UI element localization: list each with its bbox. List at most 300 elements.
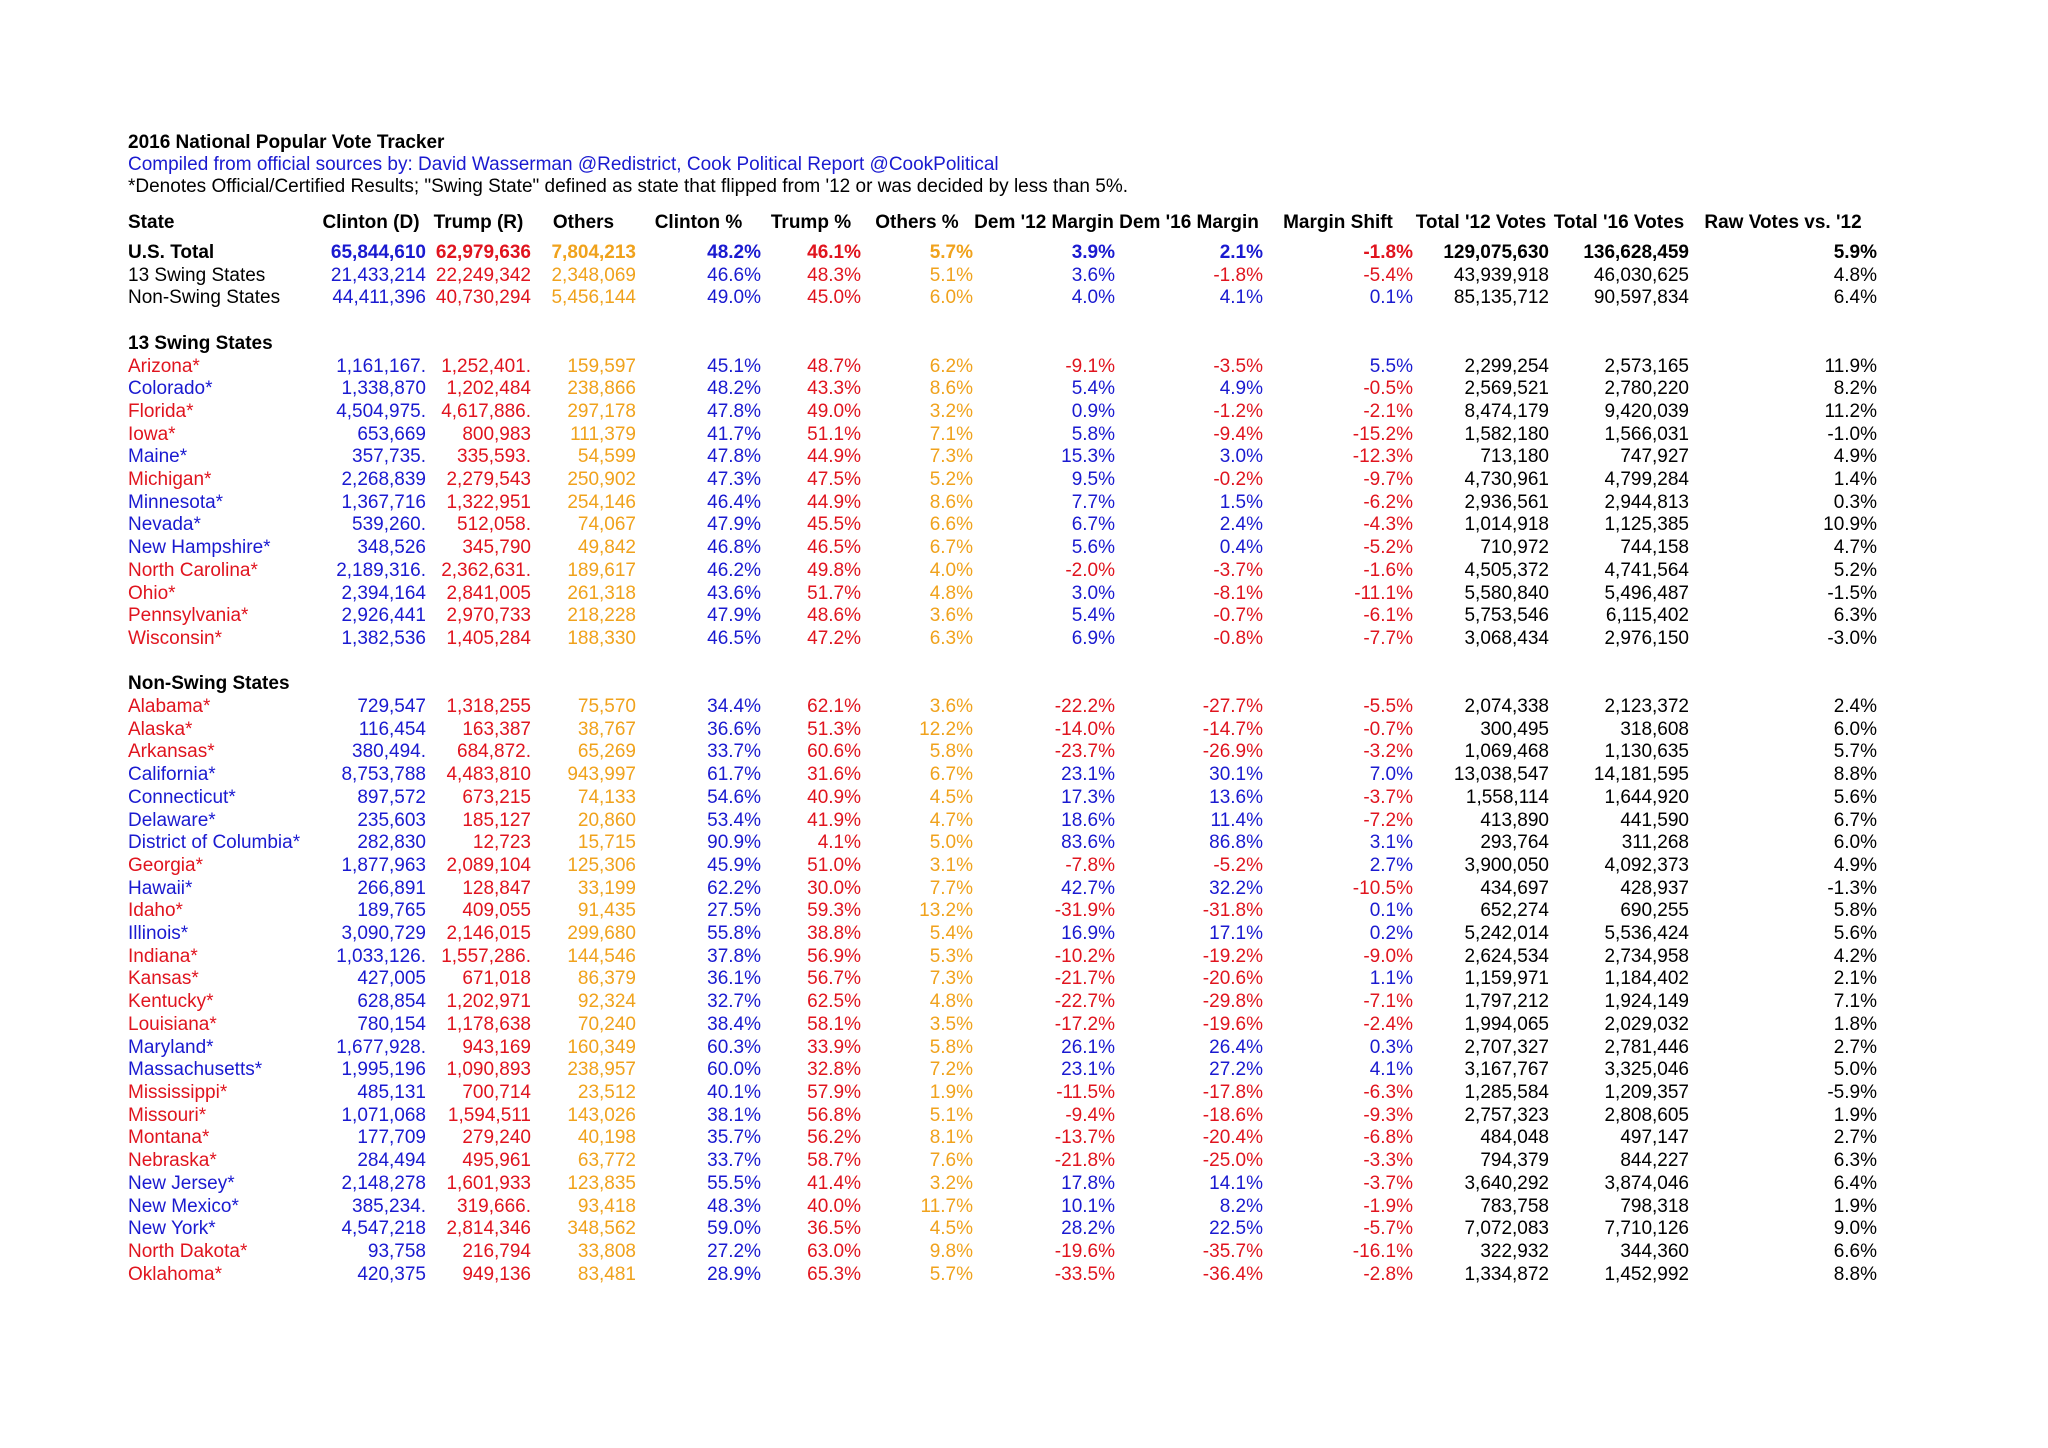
section-heading: 13 Swing States [128, 332, 273, 354]
margin-shift-cell: 5.5% [1369, 355, 1413, 377]
trump-pct-cell: 49.8% [807, 559, 861, 581]
col-header: Trump (R) [433, 212, 524, 233]
state-cell: New York* [128, 1218, 216, 1240]
dem12-margin-cell: -17.2% [1054, 1013, 1115, 1035]
raw-votes-cell: 2.7% [1833, 1127, 1877, 1149]
spacer-cell [128, 310, 1877, 333]
clinton-votes-cell: 420,375 [357, 1263, 426, 1285]
total16-cell: 136,628,459 [1583, 242, 1689, 263]
clinton-pct-cell: 33.7% [707, 741, 761, 763]
others-pct-cell: 7.2% [929, 1059, 973, 1081]
raw-votes-cell: 1.8% [1833, 1013, 1877, 1035]
raw-votes-cell: 10.9% [1823, 514, 1877, 536]
state-cell: U.S. Total [128, 242, 215, 263]
raw-votes-cell: 6.3% [1833, 1150, 1877, 1172]
trump-votes-cell: 12,723 [472, 832, 531, 854]
trump-pct-cell: 56.7% [807, 968, 861, 990]
margin-shift-cell: -9.3% [1363, 1104, 1413, 1126]
raw-votes-cell: -1.5% [1827, 582, 1877, 604]
others-votes-cell: 5,456,144 [551, 287, 636, 309]
trump-pct-cell: 32.8% [807, 1059, 861, 1081]
trump-votes-cell: 279,240 [462, 1127, 531, 1149]
total16-cell: 744,158 [1620, 537, 1689, 559]
clinton-votes-cell: 897,572 [357, 786, 426, 808]
raw-votes-cell: -1.3% [1827, 877, 1877, 899]
others-pct-cell: 6.7% [929, 764, 973, 786]
section-heading-row [128, 673, 1877, 696]
margin-shift-cell: -9.0% [1363, 945, 1413, 967]
raw-votes-cell: 6.4% [1833, 287, 1877, 309]
total16-cell: 6,115,402 [1605, 605, 1689, 627]
dem16-margin-cell: 3.0% [1219, 446, 1263, 468]
raw-votes-cell: 11.2% [1824, 400, 1877, 422]
others-votes-cell: 261,318 [567, 582, 636, 604]
dem16-margin-cell: -0.2% [1213, 469, 1263, 491]
clinton-pct-cell: 48.3% [707, 1195, 761, 1217]
others-pct-cell: 5.8% [929, 1036, 973, 1058]
trump-pct-cell: 51.1% [807, 423, 861, 445]
clinton-votes-cell: 44,411,396 [332, 287, 426, 309]
state-cell: Delaware* [128, 809, 216, 831]
others-pct-cell: 1.9% [929, 1081, 973, 1103]
trump-pct-cell: 45.0% [807, 287, 861, 309]
others-pct-cell: 3.1% [929, 854, 973, 876]
total12-cell: 4,730,961 [1464, 469, 1549, 491]
margin-shift-cell: -0.5% [1363, 378, 1413, 400]
dem16-margin-cell: -36.4% [1202, 1263, 1263, 1285]
others-pct-cell: 7.6% [929, 1150, 973, 1172]
trump-votes-cell: 345,790 [462, 537, 531, 559]
others-votes-cell: 348,562 [567, 1218, 636, 1240]
table-row [128, 492, 1877, 515]
margin-shift-cell: -4.3% [1363, 514, 1413, 536]
table-row [128, 991, 1877, 1014]
others-votes-cell: 2,348,069 [551, 264, 636, 286]
clinton-pct-cell: 47.9% [707, 514, 761, 536]
table-row [128, 1218, 1877, 1241]
others-pct-cell: 6.3% [929, 627, 973, 649]
dem16-margin-cell: -5.2% [1213, 854, 1263, 876]
table-row [128, 1196, 1877, 1219]
clinton-pct-cell: 28.9% [707, 1263, 761, 1285]
others-votes-cell: 83,481 [577, 1263, 636, 1285]
dem12-margin-cell: 15.3% [1061, 446, 1115, 468]
raw-votes-cell: 11.9% [1824, 355, 1877, 377]
total12-cell: 1,159,971 [1464, 968, 1549, 990]
total12-cell: 8,474,179 [1464, 400, 1549, 422]
dem16-margin-cell: -8.1% [1213, 582, 1263, 604]
trump-votes-cell: 2,814,346 [446, 1218, 531, 1240]
trump-votes-cell: 684,872. [457, 741, 531, 763]
footnote: *Denotes Official/Certified Results; "Swing State" defined as state that flipped from '12 or was decided by less than 5%. [128, 176, 1129, 197]
clinton-pct-cell: 48.2% [707, 242, 761, 263]
raw-votes-cell: 2.4% [1833, 696, 1877, 718]
dem16-margin-cell: -26.9% [1202, 741, 1263, 763]
state-cell: Arizona* [128, 355, 200, 377]
col-header: Clinton % [654, 212, 743, 233]
clinton-votes-cell: 2,394,164 [341, 582, 426, 604]
state-cell: California* [128, 764, 216, 786]
clinton-pct-cell: 46.4% [707, 491, 761, 513]
clinton-pct-cell: 47.9% [707, 605, 761, 627]
raw-votes-cell: 4.9% [1833, 446, 1877, 468]
dem12-margin-cell: 3.0% [1071, 582, 1115, 604]
others-votes-cell: 65,269 [577, 741, 636, 763]
dem12-margin-cell: 3.6% [1071, 264, 1115, 286]
trump-votes-cell: 335,593. [457, 446, 531, 468]
dem12-margin-cell: 18.6% [1061, 809, 1115, 831]
clinton-pct-cell: 46.2% [707, 559, 761, 581]
others-votes-cell: 86,379 [577, 968, 636, 990]
others-pct-cell: 13.2% [919, 900, 973, 922]
trump-pct-cell: 36.5% [807, 1218, 861, 1240]
state-cell: Idaho* [128, 900, 183, 922]
trump-votes-cell: 1,178,638 [446, 1013, 531, 1035]
others-votes-cell: 93,418 [577, 1195, 636, 1217]
dem12-margin-cell: 5.6% [1071, 537, 1115, 559]
raw-votes-cell: 7.1% [1833, 991, 1877, 1013]
others-pct-cell: 4.8% [929, 991, 973, 1013]
total16-cell: 798,318 [1620, 1195, 1689, 1217]
trump-votes-cell: 949,136 [462, 1263, 531, 1285]
total16-cell: 2,808,605 [1604, 1104, 1689, 1126]
dem16-margin-cell: 30.1% [1209, 764, 1263, 786]
others-votes-cell: 189,617 [567, 559, 636, 581]
total16-cell: 1,209,357 [1604, 1081, 1689, 1103]
total16-cell: 7,710,126 [1604, 1218, 1689, 1240]
col-header: State [128, 212, 175, 233]
others-votes-cell: 33,199 [577, 877, 636, 899]
total12-cell: 1,334,872 [1464, 1263, 1549, 1285]
dem12-margin-cell: -31.9% [1054, 900, 1115, 922]
raw-votes-cell: 2.1% [1833, 968, 1877, 990]
dem16-margin-cell: -19.2% [1202, 945, 1263, 967]
others-votes-cell: 111,379 [570, 423, 636, 445]
raw-votes-cell: 5.2% [1833, 559, 1877, 581]
clinton-pct-cell: 60.0% [707, 1059, 761, 1081]
margin-shift-cell: -3.7% [1363, 786, 1413, 808]
clinton-votes-cell: 653,669 [357, 423, 426, 445]
dem16-margin-cell: 11.4% [1210, 809, 1263, 831]
header-row [128, 212, 1877, 242]
trump-pct-cell: 62.1% [807, 696, 861, 718]
raw-votes-cell: 1.4% [1833, 469, 1877, 491]
table-row [128, 946, 1877, 969]
total12-cell: 5,242,014 [1464, 923, 1549, 945]
trump-votes-cell: 1,594,511 [447, 1104, 531, 1126]
margin-shift-cell: -6.1% [1363, 605, 1413, 627]
trump-pct-cell: 47.2% [807, 627, 861, 649]
clinton-pct-cell: 36.1% [707, 968, 761, 990]
clinton-votes-cell: 1,877,963 [341, 854, 426, 876]
others-pct-cell: 4.0% [929, 559, 973, 581]
dem16-margin-cell: 86.8% [1209, 832, 1263, 854]
total16-cell: 5,496,487 [1604, 582, 1689, 604]
others-pct-cell: 5.2% [929, 469, 973, 491]
table-row [128, 719, 1877, 742]
dem12-margin-cell: -22.2% [1054, 696, 1115, 718]
total12-cell: 434,697 [1480, 877, 1549, 899]
others-pct-cell: 7.7% [929, 877, 973, 899]
total12-cell: 1,558,114 [1465, 786, 1549, 808]
trump-pct-cell: 4.1% [817, 832, 861, 854]
others-pct-cell: 9.8% [929, 1240, 973, 1262]
state-cell: New Mexico* [128, 1195, 239, 1217]
margin-shift-cell: -9.7% [1363, 469, 1413, 491]
trump-votes-cell: 1,405,284 [446, 627, 531, 649]
raw-votes-cell: 8.2% [1833, 378, 1877, 400]
total16-cell: 90,597,834 [1593, 287, 1689, 309]
raw-votes-cell: 5.0% [1833, 1059, 1877, 1081]
others-pct-cell: 7.3% [929, 968, 973, 990]
dem12-margin-cell: 3.9% [1071, 242, 1115, 263]
table-row [128, 1059, 1877, 1082]
margin-shift-cell: -2.8% [1363, 1263, 1413, 1285]
clinton-votes-cell: 1,995,196 [341, 1059, 426, 1081]
total16-cell: 344,360 [1620, 1240, 1689, 1262]
trump-pct-cell: 59.3% [807, 900, 861, 922]
others-votes-cell: 238,866 [567, 378, 636, 400]
table-row [128, 855, 1877, 878]
others-votes-cell: 159,597 [567, 355, 636, 377]
margin-shift-cell: 0.1% [1369, 287, 1413, 309]
margin-shift-cell: -5.4% [1363, 264, 1413, 286]
total16-cell: 46,030,625 [1593, 264, 1689, 286]
total12-cell: 1,014,918 [1464, 514, 1549, 536]
others-pct-cell: 5.3% [929, 945, 973, 967]
dem16-margin-cell: 17.1% [1209, 923, 1263, 945]
clinton-votes-cell: 539,260. [352, 514, 426, 536]
margin-shift-cell: -3.2% [1363, 741, 1413, 763]
margin-shift-cell: -5.2% [1363, 537, 1413, 559]
margin-shift-cell: -7.2% [1363, 809, 1413, 831]
dem16-margin-cell: 22.5% [1209, 1218, 1263, 1240]
state-cell: 13 Swing States [128, 264, 266, 286]
col-header: Total '12 Votes [1415, 212, 1547, 233]
dem16-margin-cell: 13.6% [1209, 786, 1263, 808]
total12-cell: 2,074,338 [1464, 696, 1549, 718]
table-row [128, 242, 1877, 265]
total12-cell: 322,932 [1480, 1240, 1549, 1262]
trump-pct-cell: 57.9% [807, 1081, 861, 1103]
others-votes-cell: 74,067 [577, 514, 636, 536]
trump-pct-cell: 33.9% [807, 1036, 861, 1058]
raw-votes-cell: 5.8% [1833, 900, 1877, 922]
dem12-margin-cell: -2.0% [1065, 559, 1115, 581]
state-cell: Alabama* [128, 696, 211, 718]
clinton-votes-cell: 1,338,870 [341, 378, 426, 400]
clinton-votes-cell: 177,709 [357, 1127, 426, 1149]
trump-votes-cell: 1,601,933 [446, 1172, 531, 1194]
dem16-margin-cell: 4.9% [1219, 378, 1263, 400]
dem16-margin-cell: -14.7% [1202, 718, 1263, 740]
total16-cell: 4,799,284 [1604, 469, 1689, 491]
trump-pct-cell: 56.2% [807, 1127, 861, 1149]
state-cell: Maine* [128, 446, 188, 468]
clinton-votes-cell: 628,854 [357, 991, 426, 1013]
total16-cell: 3,325,046 [1604, 1059, 1689, 1081]
state-cell: Connecticut* [128, 786, 236, 808]
margin-shift-cell: 2.7% [1369, 854, 1413, 876]
state-cell: Maryland* [128, 1036, 214, 1058]
margin-shift-cell: -15.2% [1352, 423, 1413, 445]
total12-cell: 2,299,254 [1464, 355, 1549, 377]
others-votes-cell: 23,512 [577, 1081, 636, 1103]
clinton-pct-cell: 38.4% [707, 1013, 761, 1035]
total12-cell: 7,072,083 [1464, 1218, 1549, 1240]
trump-pct-cell: 48.6% [807, 605, 861, 627]
total16-cell: 690,255 [1620, 900, 1689, 922]
trump-pct-cell: 65.3% [807, 1263, 861, 1285]
clinton-pct-cell: 47.3% [707, 469, 761, 491]
others-pct-cell: 8.6% [929, 491, 973, 513]
margin-shift-cell: -7.1% [1363, 991, 1413, 1013]
clinton-pct-cell: 46.5% [707, 627, 761, 649]
state-cell: Georgia* [128, 854, 203, 876]
total12-cell: 1,582,180 [1464, 423, 1549, 445]
trump-votes-cell: 319,666. [457, 1195, 531, 1217]
total12-cell: 2,757,323 [1464, 1104, 1549, 1126]
margin-shift-cell: -1.8% [1363, 242, 1413, 263]
total12-cell: 300,495 [1480, 718, 1549, 740]
raw-votes-cell: 6.6% [1833, 1240, 1877, 1262]
total16-cell: 441,590 [1620, 809, 1689, 831]
dem12-margin-cell: 5.8% [1071, 423, 1115, 445]
dem16-margin-cell: -19.6% [1202, 1013, 1263, 1035]
col-header: Dem '12 Margin [974, 212, 1114, 233]
clinton-votes-cell: 1,367,716 [341, 491, 426, 513]
trump-votes-cell: 2,970,733 [446, 605, 531, 627]
trump-pct-cell: 44.9% [807, 491, 861, 513]
trump-votes-cell: 4,617,886. [441, 400, 531, 422]
clinton-votes-cell: 4,547,218 [341, 1218, 426, 1240]
trump-pct-cell: 60.6% [807, 741, 861, 763]
margin-shift-cell: 0.1% [1369, 900, 1413, 922]
total16-cell: 2,734,958 [1604, 945, 1689, 967]
total12-cell: 5,753,546 [1464, 605, 1549, 627]
others-votes-cell: 54,599 [577, 446, 636, 468]
others-votes-cell: 143,026 [567, 1104, 636, 1126]
total12-cell: 652,274 [1480, 900, 1549, 922]
others-pct-cell: 6.2% [929, 355, 973, 377]
total12-cell: 713,180 [1480, 446, 1549, 468]
clinton-pct-cell: 60.3% [707, 1036, 761, 1058]
dem12-margin-cell: -9.1% [1065, 355, 1115, 377]
others-votes-cell: 160,349 [567, 1036, 636, 1058]
clinton-votes-cell: 93,758 [367, 1240, 426, 1262]
clinton-pct-cell: 61.7% [707, 764, 761, 786]
dem16-margin-cell: -0.7% [1213, 605, 1263, 627]
dem16-margin-cell: -17.8% [1202, 1081, 1263, 1103]
clinton-pct-cell: 62.2% [707, 877, 761, 899]
trump-votes-cell: 409,055 [462, 900, 531, 922]
state-cell: Iowa* [128, 423, 176, 445]
trump-pct-cell: 40.0% [807, 1195, 861, 1217]
others-votes-cell: 254,146 [567, 491, 636, 513]
trump-pct-cell: 56.8% [807, 1104, 861, 1126]
others-pct-cell: 4.5% [929, 1218, 973, 1240]
margin-shift-cell: -7.7% [1363, 627, 1413, 649]
clinton-pct-cell: 45.9% [707, 854, 761, 876]
clinton-votes-cell: 2,148,278 [341, 1172, 426, 1194]
others-votes-cell: 63,772 [577, 1150, 636, 1172]
dem12-margin-cell: 28.2% [1061, 1218, 1115, 1240]
clinton-pct-cell: 54.6% [707, 786, 761, 808]
others-votes-cell: 33,808 [577, 1240, 636, 1262]
table-row [128, 287, 1877, 310]
trump-pct-cell: 44.9% [807, 446, 861, 468]
trump-pct-cell: 62.5% [807, 991, 861, 1013]
raw-votes-cell: -3.0% [1827, 627, 1877, 649]
dem12-margin-cell: 4.0% [1071, 287, 1115, 309]
dem12-margin-cell: 17.8% [1061, 1172, 1115, 1194]
clinton-pct-cell: 46.8% [707, 537, 761, 559]
others-votes-cell: 238,957 [567, 1059, 636, 1081]
dem12-margin-cell: 17.3% [1061, 786, 1115, 808]
dem16-margin-cell: -3.7% [1213, 559, 1263, 581]
clinton-votes-cell: 485,131 [357, 1081, 426, 1103]
total12-cell: 1,069,468 [1464, 741, 1549, 763]
spacer-cell [128, 651, 1877, 674]
trump-votes-cell: 495,961 [462, 1150, 531, 1172]
state-cell: Alaska* [128, 718, 193, 740]
table-row [128, 378, 1877, 401]
table-row [128, 1014, 1877, 1037]
state-cell: Illinois* [128, 923, 189, 945]
state-cell: Nebraska* [128, 1150, 217, 1172]
others-pct-cell: 3.6% [929, 696, 973, 718]
total12-cell: 13,038,547 [1453, 764, 1549, 786]
state-cell: Kansas* [128, 968, 199, 990]
others-pct-cell: 5.7% [929, 242, 973, 263]
others-pct-cell: 8.1% [929, 1127, 973, 1149]
state-cell: New Jersey* [128, 1172, 235, 1194]
trump-votes-cell: 128,847 [462, 877, 531, 899]
state-cell: Colorado* [128, 378, 213, 400]
margin-shift-cell: -3.3% [1363, 1150, 1413, 1172]
total16-cell: 2,781,446 [1604, 1036, 1689, 1058]
total12-cell: 2,569,521 [1464, 378, 1549, 400]
raw-votes-cell: 1.9% [1833, 1104, 1877, 1126]
trump-pct-cell: 56.9% [807, 945, 861, 967]
table-row [128, 1127, 1877, 1150]
total12-cell: 3,900,050 [1464, 854, 1549, 876]
trump-pct-cell: 51.0% [807, 854, 861, 876]
total12-cell: 85,135,712 [1453, 287, 1549, 309]
dem12-margin-cell: -19.6% [1054, 1240, 1115, 1262]
total12-cell: 2,936,561 [1464, 491, 1549, 513]
total16-cell: 497,147 [1620, 1127, 1689, 1149]
others-pct-cell: 3.2% [929, 400, 973, 422]
others-votes-cell: 91,435 [577, 900, 636, 922]
dem16-margin-cell: 32.2% [1209, 877, 1263, 899]
others-votes-cell: 70,240 [577, 1013, 636, 1035]
col-header: Total '16 Votes [1553, 212, 1685, 233]
raw-votes-cell: 9.0% [1833, 1218, 1877, 1240]
others-pct-cell: 5.7% [929, 1263, 973, 1285]
margin-shift-cell: 7.0% [1369, 764, 1413, 786]
dem16-margin-cell: -20.4% [1202, 1127, 1263, 1149]
col-header: Dem '16 Margin [1119, 212, 1259, 233]
total16-cell: 4,741,564 [1604, 559, 1689, 581]
table-row [128, 1150, 1877, 1173]
col-header: Clinton (D) [322, 212, 420, 233]
clinton-pct-cell: 59.0% [707, 1218, 761, 1240]
state-cell: Michigan* [128, 469, 212, 491]
trump-votes-cell: 800,983 [462, 423, 531, 445]
clinton-votes-cell: 266,891 [357, 877, 426, 899]
clinton-pct-cell: 55.8% [707, 923, 761, 945]
